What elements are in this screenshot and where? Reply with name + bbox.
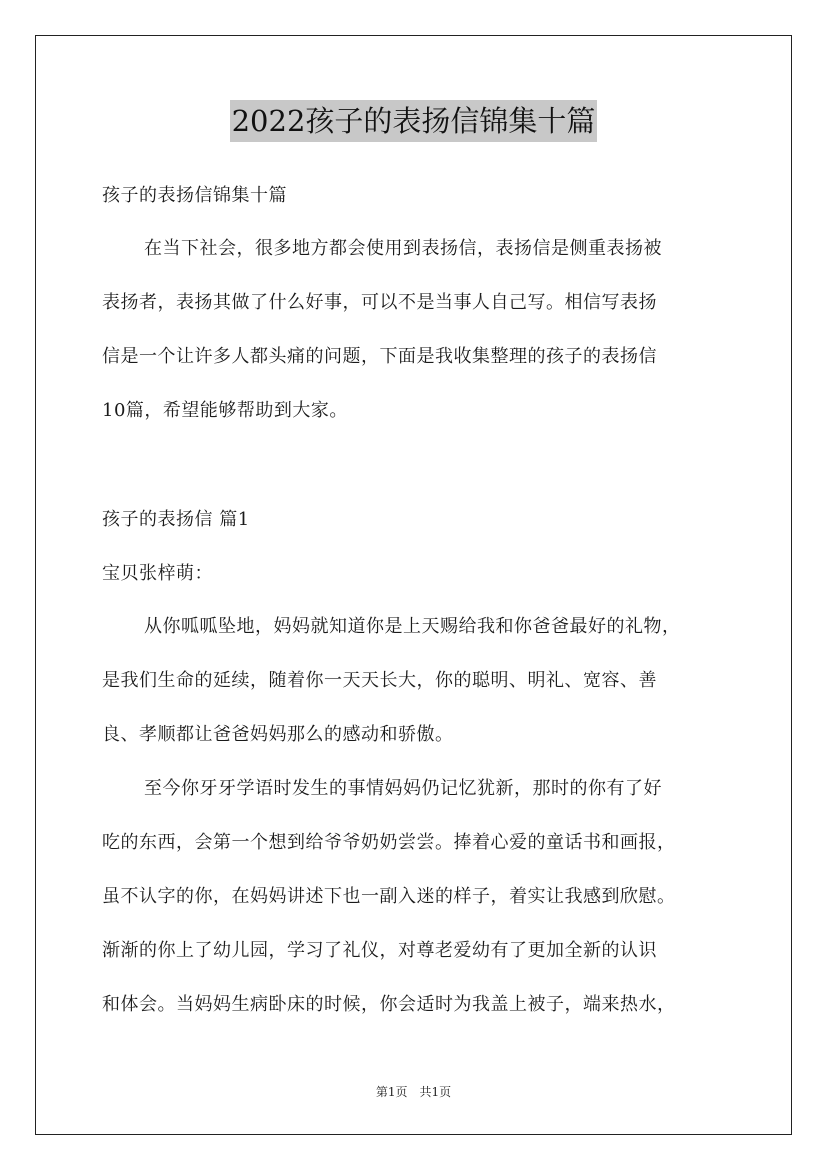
intro-line-2: 表扬者，表扬其做了什么好事，可以不是当事人自己写。相信写表扬: [102, 292, 657, 313]
intro-line-3: 信是一个让许多人都头痛的问题，下面是我收集整理的孩子的表扬信: [102, 346, 657, 367]
section-heading: 孩子的表扬信 篇1: [102, 509, 250, 530]
para2-line-5: 和体会。当妈妈生病卧床的时候，你会适时为我盖上被子，端来热水，: [102, 994, 676, 1015]
para1-line-2: 是我们生命的延续，随着你一天天长大，你的聪明、明礼、宽容、善: [102, 670, 657, 691]
title-wrap: [0, 100, 827, 142]
salutation: 宝贝张梓萌：: [102, 563, 213, 584]
para2-line-4: 渐渐的你上了幼儿园，学习了礼仪，对尊老爱幼有了更加全新的认识: [102, 940, 657, 961]
para2-line-2: 吃的东西，会第一个想到给爷爷奶奶尝尝。捧着心爱的童话书和画报，: [102, 832, 676, 853]
intro-line-4: 10篇，希望能够帮助到大家。: [102, 400, 348, 421]
document-title: 2022孩子的表扬信锦集十篇: [230, 100, 598, 142]
document-subtitle: 孩子的表扬信锦集十篇: [102, 185, 287, 206]
para1-line-3: 良、孝顺都让爸爸妈妈那么的感动和骄傲。: [102, 724, 454, 745]
para1-line-1: 从你呱呱坠地，妈妈就知道你是上天赐给我和你爸爸最好的礼物，: [144, 616, 681, 637]
para2-line-3: 虽不认字的你，在妈妈讲述下也一副入迷的样子，着实让我感到欣慰。: [102, 886, 676, 907]
intro-line-1: 在当下社会，很多地方都会使用到表扬信，表扬信是侧重表扬被: [144, 238, 662, 259]
para2-line-1: 至今你牙牙学语时发生的事情妈妈仍记忆犹新，那时的你有了好: [144, 778, 662, 799]
page-footer: 第1页 共1页: [375, 1085, 452, 1099]
